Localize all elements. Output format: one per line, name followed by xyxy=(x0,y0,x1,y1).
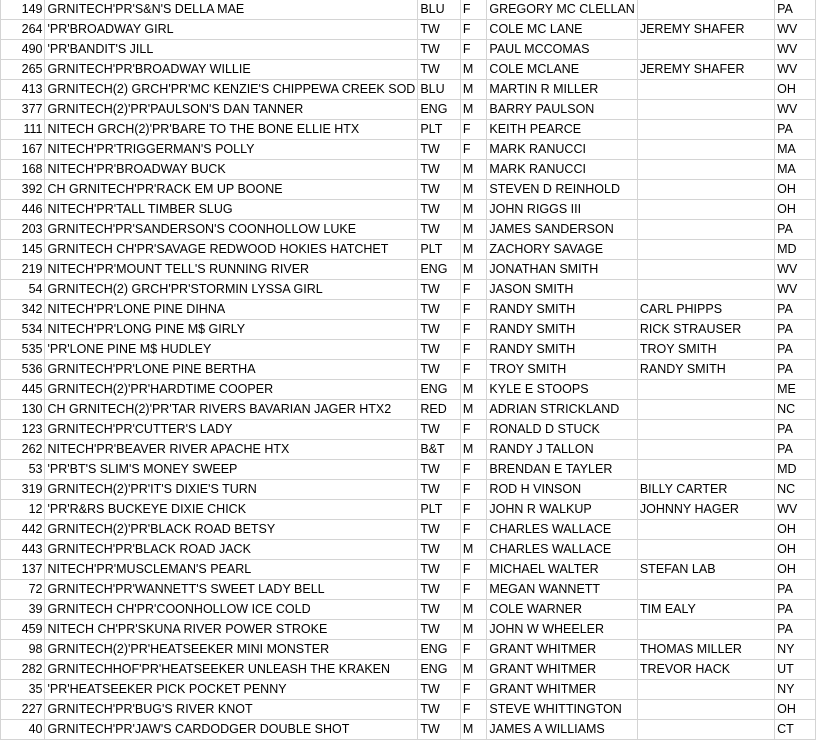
table-row xyxy=(1,0,816,20)
breed-cell[interactable]: BLU xyxy=(418,0,461,20)
table-row xyxy=(1,700,816,720)
dog-name-cell[interactable]: GRNITECH CH'PR'SAVAGE REDWOOD HOKIES HATCHET xyxy=(45,240,418,260)
entry-number-cell[interactable]: 392 xyxy=(1,180,45,200)
co-owner-cell[interactable] xyxy=(637,440,774,460)
state-cell[interactable]: PA xyxy=(775,600,816,620)
table-row xyxy=(1,520,816,540)
breed-cell[interactable]: TW xyxy=(418,700,461,720)
owner-cell[interactable]: KEITH PEARCE xyxy=(487,120,637,140)
table-row xyxy=(1,160,816,180)
breed-cell[interactable]: TW xyxy=(418,320,461,340)
state-cell[interactable]: OH xyxy=(775,200,816,220)
co-owner-cell[interactable] xyxy=(637,400,774,420)
breed-cell[interactable]: TW xyxy=(418,160,461,180)
co-owner-cell[interactable] xyxy=(637,0,774,20)
table-row xyxy=(1,660,816,680)
table-row xyxy=(1,260,816,280)
entry-number-cell[interactable]: 536 xyxy=(1,360,45,380)
owner-cell[interactable]: COLE MC LANE xyxy=(487,20,637,40)
state-cell[interactable]: PA xyxy=(775,340,816,360)
entry-number-cell[interactable]: 342 xyxy=(1,300,45,320)
state-cell[interactable]: MA xyxy=(775,140,816,160)
co-owner-cell[interactable]: JEREMY SHAFER xyxy=(637,20,774,40)
table-row xyxy=(1,280,816,300)
breed-cell[interactable]: TW xyxy=(418,300,461,320)
sex-cell[interactable]: F xyxy=(460,420,487,440)
state-cell[interactable]: PA xyxy=(775,620,816,640)
co-owner-cell[interactable] xyxy=(637,460,774,480)
dog-name-cell[interactable]: GRNITECH'PR'S&N'S DELLA MAE xyxy=(45,0,418,20)
breed-cell[interactable]: TW xyxy=(418,580,461,600)
breed-cell[interactable]: ENG xyxy=(418,100,461,120)
breed-cell[interactable]: TW xyxy=(418,560,461,580)
state-cell[interactable]: PA xyxy=(775,440,816,460)
co-owner-cell[interactable] xyxy=(637,80,774,100)
table-row xyxy=(1,80,816,100)
table-row xyxy=(1,500,816,520)
breed-cell[interactable]: TW xyxy=(418,360,461,380)
state-cell[interactable]: OH xyxy=(775,520,816,540)
owner-cell[interactable]: BARRY PAULSON xyxy=(487,100,637,120)
state-cell[interactable]: MA xyxy=(775,160,816,180)
table-row xyxy=(1,120,816,140)
co-owner-cell[interactable] xyxy=(637,540,774,560)
breed-cell[interactable]: ENG xyxy=(418,640,461,660)
breed-cell[interactable]: ENG xyxy=(418,260,461,280)
entry-number-cell[interactable]: 282 xyxy=(1,660,45,680)
breed-cell[interactable]: ENG xyxy=(418,380,461,400)
breed-cell[interactable]: TW xyxy=(418,20,461,40)
owner-cell[interactable]: TROY SMITH xyxy=(487,360,637,380)
breed-cell[interactable]: TW xyxy=(418,180,461,200)
owner-cell[interactable]: JOHN R WALKUP xyxy=(487,500,637,520)
dog-name-cell[interactable]: GRNITECH'PR'WANNETT'S SWEET LADY BELL xyxy=(45,580,418,600)
sex-cell[interactable]: F xyxy=(460,340,487,360)
state-cell[interactable]: OH xyxy=(775,700,816,720)
breed-cell[interactable]: TW xyxy=(418,720,461,740)
owner-cell[interactable]: MARTIN R MILLER xyxy=(487,80,637,100)
state-cell[interactable]: PA xyxy=(775,420,816,440)
table-row xyxy=(1,720,816,740)
dog-name-cell[interactable]: GRNITECH(2)'PR'PAULSON'S DAN TANNER xyxy=(45,100,418,120)
table-row xyxy=(1,340,816,360)
table-row xyxy=(1,140,816,160)
breed-cell[interactable]: B&T xyxy=(418,440,461,460)
dog-name-cell[interactable]: GRNITECH'PR'LONE PINE BERTHA xyxy=(45,360,418,380)
sex-cell[interactable]: M xyxy=(460,440,487,460)
dog-name-cell[interactable]: NITECH GRCH(2)'PR'BARE TO THE BONE ELLIE HTX xyxy=(45,120,418,140)
sex-cell[interactable]: F xyxy=(460,0,487,20)
breed-cell[interactable]: BLU xyxy=(418,80,461,100)
dog-name-cell[interactable]: GRNITECH'PR'BROADWAY WILLIE xyxy=(45,60,418,80)
state-cell[interactable]: OH xyxy=(775,80,816,100)
sex-cell[interactable]: F xyxy=(460,40,487,60)
breed-cell[interactable]: TW xyxy=(418,680,461,700)
co-owner-cell[interactable] xyxy=(637,220,774,240)
state-cell[interactable]: PA xyxy=(775,580,816,600)
state-cell[interactable]: NY xyxy=(775,680,816,700)
dog-name-cell[interactable]: NITECH'PR'MUSCLEMAN'S PEARL xyxy=(45,560,418,580)
state-cell[interactable]: MD xyxy=(775,460,816,480)
breed-cell[interactable]: TW xyxy=(418,140,461,160)
entry-number-cell[interactable]: 227 xyxy=(1,700,45,720)
co-owner-cell[interactable] xyxy=(637,160,774,180)
dog-name-cell[interactable]: GRNITECH'PR'BUG'S RIVER KNOT xyxy=(45,700,418,720)
sex-cell[interactable]: F xyxy=(460,460,487,480)
owner-cell[interactable]: BRENDAN E TAYLER xyxy=(487,460,637,480)
entry-number-cell[interactable]: 40 xyxy=(1,720,45,740)
state-cell[interactable]: WV xyxy=(775,40,816,60)
dog-name-cell[interactable]: CH GRNITECH'PR'RACK EM UP BOONE xyxy=(45,180,418,200)
sex-cell[interactable]: M xyxy=(460,240,487,260)
dog-name-cell[interactable]: GRNITECH'PR'JAW'S CARDODGER DOUBLE SHOT xyxy=(45,720,418,740)
sex-cell[interactable]: F xyxy=(460,320,487,340)
entry-number-cell[interactable]: 442 xyxy=(1,520,45,540)
co-owner-cell[interactable]: BILLY CARTER xyxy=(637,480,774,500)
dog-name-cell[interactable]: GRNITECH CH'PR'COONHOLLOW ICE COLD xyxy=(45,600,418,620)
state-cell[interactable]: WV xyxy=(775,100,816,120)
sex-cell[interactable]: M xyxy=(460,260,487,280)
table-row xyxy=(1,100,816,120)
entry-number-cell[interactable]: 98 xyxy=(1,640,45,660)
co-owner-cell[interactable]: JOHNNY HAGER xyxy=(637,500,774,520)
state-cell[interactable]: PA xyxy=(775,300,816,320)
breed-cell[interactable]: PLT xyxy=(418,120,461,140)
owner-cell[interactable]: MARK RANUCCI xyxy=(487,160,637,180)
entry-number-cell[interactable]: 459 xyxy=(1,620,45,640)
entry-number-cell[interactable]: 490 xyxy=(1,40,45,60)
table-row xyxy=(1,320,816,340)
entry-number-cell[interactable]: 219 xyxy=(1,260,45,280)
co-owner-cell[interactable] xyxy=(637,680,774,700)
sex-cell[interactable]: F xyxy=(460,20,487,40)
owner-cell[interactable]: RONALD D STUCK xyxy=(487,420,637,440)
sex-cell[interactable]: M xyxy=(460,400,487,420)
co-owner-cell[interactable]: RANDY SMITH xyxy=(637,360,774,380)
owner-cell[interactable]: RANDY SMITH xyxy=(487,300,637,320)
state-cell[interactable]: PA xyxy=(775,0,816,20)
sex-cell[interactable]: F xyxy=(460,680,487,700)
co-owner-cell[interactable]: RICK STRAUSER xyxy=(637,320,774,340)
table-row xyxy=(1,180,816,200)
breed-cell[interactable]: PLT xyxy=(418,500,461,520)
entry-number-cell[interactable]: 262 xyxy=(1,440,45,460)
co-owner-cell[interactable] xyxy=(637,240,774,260)
table-row xyxy=(1,540,816,560)
dog-name-cell[interactable]: GRNITECH(2)'PR'HARDTIME COOPER xyxy=(45,380,418,400)
owner-cell[interactable]: GRANT WHITMER xyxy=(487,660,637,680)
table-row xyxy=(1,60,816,80)
dog-name-cell[interactable]: GRNITECH'PR'SANDERSON'S COONHOLLOW LUKE xyxy=(45,220,418,240)
owner-cell[interactable]: CHARLES WALLACE xyxy=(487,520,637,540)
sex-cell[interactable]: F xyxy=(460,500,487,520)
sex-cell[interactable]: M xyxy=(460,660,487,680)
co-owner-cell[interactable] xyxy=(637,260,774,280)
dog-name-cell[interactable]: NITECH'PR'BROADWAY BUCK xyxy=(45,160,418,180)
sex-cell[interactable]: M xyxy=(460,380,487,400)
table-row xyxy=(1,400,816,420)
sex-cell[interactable]: F xyxy=(460,300,487,320)
sex-cell[interactable]: F xyxy=(460,480,487,500)
breed-cell[interactable]: TW xyxy=(418,220,461,240)
entry-number-cell[interactable]: 168 xyxy=(1,160,45,180)
breed-cell[interactable]: TW xyxy=(418,200,461,220)
owner-cell[interactable]: JASON SMITH xyxy=(487,280,637,300)
state-cell[interactable]: PA xyxy=(775,220,816,240)
breed-cell[interactable]: RED xyxy=(418,400,461,420)
state-cell[interactable]: OH xyxy=(775,180,816,200)
state-cell[interactable]: UT xyxy=(775,660,816,680)
dog-name-cell[interactable]: NITECH'PR'TALL TIMBER SLUG xyxy=(45,200,418,220)
entry-number-cell[interactable]: 35 xyxy=(1,680,45,700)
entry-number-cell[interactable]: 413 xyxy=(1,80,45,100)
sex-cell[interactable]: M xyxy=(460,540,487,560)
table-row xyxy=(1,680,816,700)
state-cell[interactable]: NC xyxy=(775,480,816,500)
entry-number-cell[interactable]: 446 xyxy=(1,200,45,220)
breed-cell[interactable]: TW xyxy=(418,340,461,360)
dog-name-cell[interactable]: GRNITECH(2)'PR'HEATSEEKER MINI MONSTER xyxy=(45,640,418,660)
breed-cell[interactable]: PLT xyxy=(418,240,461,260)
table-row xyxy=(1,40,816,60)
dog-name-cell[interactable]: 'PR'BT'S SLIM'S MONEY SWEEP xyxy=(45,460,418,480)
co-owner-cell[interactable] xyxy=(637,140,774,160)
table-row xyxy=(1,20,816,40)
sex-cell[interactable]: M xyxy=(460,100,487,120)
state-cell[interactable]: NY xyxy=(775,640,816,660)
sex-cell[interactable]: M xyxy=(460,220,487,240)
owner-cell[interactable]: KYLE E STOOPS xyxy=(487,380,637,400)
owner-cell[interactable]: ROD H VINSON xyxy=(487,480,637,500)
entry-number-cell[interactable]: 39 xyxy=(1,600,45,620)
table-row xyxy=(1,380,816,400)
owner-cell[interactable]: STEVEN D REINHOLD xyxy=(487,180,637,200)
entry-number-cell[interactable]: 130 xyxy=(1,400,45,420)
entry-number-cell[interactable]: 145 xyxy=(1,240,45,260)
table-row xyxy=(1,420,816,440)
entry-number-cell[interactable]: 137 xyxy=(1,560,45,580)
owner-cell[interactable]: GREGORY MC CLELLAN xyxy=(487,0,637,20)
dog-name-cell[interactable]: GRNITECHHOF'PR'HEATSEEKER UNLEASH THE KRAKEN xyxy=(45,660,418,680)
owner-cell[interactable]: PAUL MCCOMAS xyxy=(487,40,637,60)
dog-name-cell[interactable]: 'PR'LONE PINE M$ HUDLEY xyxy=(45,340,418,360)
co-owner-cell[interactable] xyxy=(637,120,774,140)
owner-cell[interactable]: COLE WARNER xyxy=(487,600,637,620)
state-cell[interactable]: NC xyxy=(775,400,816,420)
breed-cell[interactable]: TW xyxy=(418,600,461,620)
dog-name-cell[interactable]: 'PR'BANDIT'S JILL xyxy=(45,40,418,60)
sex-cell[interactable]: F xyxy=(460,360,487,380)
dog-name-cell[interactable]: NITECH'PR'BEAVER RIVER APACHE HTX xyxy=(45,440,418,460)
entry-number-cell[interactable]: 149 xyxy=(1,0,45,20)
dog-name-cell[interactable]: 'PR'HEATSEEKER PICK POCKET PENNY xyxy=(45,680,418,700)
entry-number-cell[interactable]: 12 xyxy=(1,500,45,520)
dog-name-cell[interactable]: GRNITECH(2)'PR'BLACK ROAD BETSY xyxy=(45,520,418,540)
owner-cell[interactable]: JOHN W WHEELER xyxy=(487,620,637,640)
co-owner-cell[interactable] xyxy=(637,520,774,540)
entry-number-cell[interactable]: 123 xyxy=(1,420,45,440)
owner-cell[interactable]: ADRIAN STRICKLAND xyxy=(487,400,637,420)
owner-cell[interactable]: COLE MCLANE xyxy=(487,60,637,80)
state-cell[interactable]: WV xyxy=(775,260,816,280)
breed-cell[interactable]: TW xyxy=(418,460,461,480)
sex-cell[interactable]: M xyxy=(460,80,487,100)
co-owner-cell[interactable] xyxy=(637,580,774,600)
owner-cell[interactable]: JAMES SANDERSON xyxy=(487,220,637,240)
state-cell[interactable]: WV xyxy=(775,500,816,520)
entry-number-cell[interactable]: 54 xyxy=(1,280,45,300)
owner-cell[interactable]: JONATHAN SMITH xyxy=(487,260,637,280)
sex-cell[interactable]: F xyxy=(460,520,487,540)
breed-cell[interactable]: TW xyxy=(418,420,461,440)
state-cell[interactable]: CT xyxy=(775,720,816,740)
dog-name-cell[interactable]: GRNITECH(2)'PR'IT'S DIXIE'S TURN xyxy=(45,480,418,500)
entry-number-cell[interactable]: 377 xyxy=(1,100,45,120)
co-owner-cell[interactable]: JEREMY SHAFER xyxy=(637,60,774,80)
sex-cell[interactable]: M xyxy=(460,60,487,80)
owner-cell[interactable]: JOHN RIGGS III xyxy=(487,200,637,220)
entry-number-cell[interactable]: 72 xyxy=(1,580,45,600)
sex-cell[interactable]: F xyxy=(460,120,487,140)
entry-number-cell[interactable]: 167 xyxy=(1,140,45,160)
table-row xyxy=(1,560,816,580)
co-owner-cell[interactable]: TREVOR HACK xyxy=(637,660,774,680)
breed-cell[interactable]: TW xyxy=(418,620,461,640)
owner-cell[interactable]: CHARLES WALLACE xyxy=(487,540,637,560)
co-owner-cell[interactable] xyxy=(637,280,774,300)
table-row xyxy=(1,580,816,600)
state-cell[interactable]: PA xyxy=(775,320,816,340)
dog-name-cell[interactable]: CH GRNITECH(2)'PR'TAR RIVERS BAVARIAN JAGER HTX2 xyxy=(45,400,418,420)
entry-number-cell[interactable]: 264 xyxy=(1,20,45,40)
breed-cell[interactable]: TW xyxy=(418,40,461,60)
entry-number-cell[interactable]: 534 xyxy=(1,320,45,340)
breed-cell[interactable]: TW xyxy=(418,60,461,80)
sex-cell[interactable]: F xyxy=(460,700,487,720)
state-cell[interactable]: PA xyxy=(775,120,816,140)
co-owner-cell[interactable]: THOMAS MILLER xyxy=(637,640,774,660)
co-owner-cell[interactable] xyxy=(637,620,774,640)
state-cell[interactable]: WV xyxy=(775,280,816,300)
dog-name-cell[interactable]: NITECH'PR'LONG PINE M$ GIRLY xyxy=(45,320,418,340)
dog-name-cell[interactable]: GRNITECH(2) GRCH'PR'MC KENZIE'S CHIPPEWA CREEK SOD xyxy=(45,80,418,100)
table-row xyxy=(1,620,816,640)
owner-cell[interactable]: GRANT WHITMER xyxy=(487,640,637,660)
owner-cell[interactable]: RANDY SMITH xyxy=(487,320,637,340)
entry-number-cell[interactable]: 53 xyxy=(1,460,45,480)
dog-name-cell[interactable]: 'PR'R&RS BUCKEYE DIXIE CHICK xyxy=(45,500,418,520)
table-row xyxy=(1,640,816,660)
breed-cell[interactable]: TW xyxy=(418,280,461,300)
state-cell[interactable]: OH xyxy=(775,540,816,560)
owner-cell[interactable]: STEVE WHITTINGTON xyxy=(487,700,637,720)
owner-cell[interactable]: MARK RANUCCI xyxy=(487,140,637,160)
co-owner-cell[interactable]: TIM EALY xyxy=(637,600,774,620)
state-cell[interactable]: MD xyxy=(775,240,816,260)
sex-cell[interactable]: M xyxy=(460,180,487,200)
state-cell[interactable]: OH xyxy=(775,560,816,580)
dog-name-cell[interactable]: GRNITECH'PR'BLACK ROAD JACK xyxy=(45,540,418,560)
dog-name-cell[interactable]: NITECH'PR'MOUNT TELL'S RUNNING RIVER xyxy=(45,260,418,280)
entry-number-cell[interactable]: 445 xyxy=(1,380,45,400)
dog-name-cell[interactable]: GRNITECH'PR'CUTTER'S LADY xyxy=(45,420,418,440)
owner-cell[interactable]: RANDY SMITH xyxy=(487,340,637,360)
owner-cell[interactable]: GRANT WHITMER xyxy=(487,680,637,700)
breed-cell[interactable]: TW xyxy=(418,480,461,500)
table-row xyxy=(1,460,816,480)
entry-number-cell[interactable]: 265 xyxy=(1,60,45,80)
breed-cell[interactable]: TW xyxy=(418,520,461,540)
dog-name-cell[interactable]: NITECH'PR'LONE PINE DIHNA xyxy=(45,300,418,320)
table-row xyxy=(1,300,816,320)
co-owner-cell[interactable]: TROY SMITH xyxy=(637,340,774,360)
dog-name-cell[interactable]: NITECH CH'PR'SKUNA RIVER POWER STROKE xyxy=(45,620,418,640)
sex-cell[interactable]: M xyxy=(460,720,487,740)
sex-cell[interactable]: F xyxy=(460,560,487,580)
co-owner-cell[interactable] xyxy=(637,380,774,400)
state-cell[interactable]: ME xyxy=(775,380,816,400)
owner-cell[interactable]: JAMES A WILLIAMS xyxy=(487,720,637,740)
owner-cell[interactable]: MEGAN WANNETT xyxy=(487,580,637,600)
breed-cell[interactable]: ENG xyxy=(418,660,461,680)
entry-number-cell[interactable]: 203 xyxy=(1,220,45,240)
sex-cell[interactable]: F xyxy=(460,580,487,600)
table-row xyxy=(1,600,816,620)
sex-cell[interactable]: M xyxy=(460,620,487,640)
sex-cell[interactable]: F xyxy=(460,640,487,660)
co-owner-cell[interactable] xyxy=(637,200,774,220)
co-owner-cell[interactable]: STEFAN LAB xyxy=(637,560,774,580)
co-owner-cell[interactable] xyxy=(637,420,774,440)
dog-name-cell[interactable]: GRNITECH(2) GRCH'PR'STORMIN LYSSA GIRL xyxy=(45,280,418,300)
co-owner-cell[interactable] xyxy=(637,40,774,60)
owner-cell[interactable]: MICHAEL WALTER xyxy=(487,560,637,580)
table-row xyxy=(1,200,816,220)
table-row xyxy=(1,220,816,240)
state-cell[interactable]: PA xyxy=(775,360,816,380)
co-owner-cell[interactable] xyxy=(637,700,774,720)
co-owner-cell[interactable] xyxy=(637,100,774,120)
dog-name-cell[interactable]: 'PR'BROADWAY GIRL xyxy=(45,20,418,40)
table-row xyxy=(1,440,816,460)
entry-number-cell[interactable]: 319 xyxy=(1,480,45,500)
co-owner-cell[interactable] xyxy=(637,720,774,740)
owner-cell[interactable]: RANDY J TALLON xyxy=(487,440,637,460)
sex-cell[interactable]: M xyxy=(460,200,487,220)
dog-name-cell[interactable]: NITECH'PR'TRIGGERMAN'S POLLY xyxy=(45,140,418,160)
state-cell[interactable]: WV xyxy=(775,20,816,40)
owner-cell[interactable]: ZACHORY SAVAGE xyxy=(487,240,637,260)
sex-cell[interactable]: F xyxy=(460,280,487,300)
table-row xyxy=(1,360,816,380)
table-row xyxy=(1,240,816,260)
state-cell[interactable]: WV xyxy=(775,60,816,80)
table-row xyxy=(1,480,816,500)
co-owner-cell[interactable]: CARL PHIPPS xyxy=(637,300,774,320)
sex-cell[interactable]: F xyxy=(460,140,487,160)
entry-number-cell[interactable]: 443 xyxy=(1,540,45,560)
sex-cell[interactable]: M xyxy=(460,600,487,620)
entry-number-cell[interactable]: 111 xyxy=(1,120,45,140)
sex-cell[interactable]: M xyxy=(460,160,487,180)
co-owner-cell[interactable] xyxy=(637,180,774,200)
breed-cell[interactable]: TW xyxy=(418,540,461,560)
entry-number-cell[interactable]: 535 xyxy=(1,340,45,360)
